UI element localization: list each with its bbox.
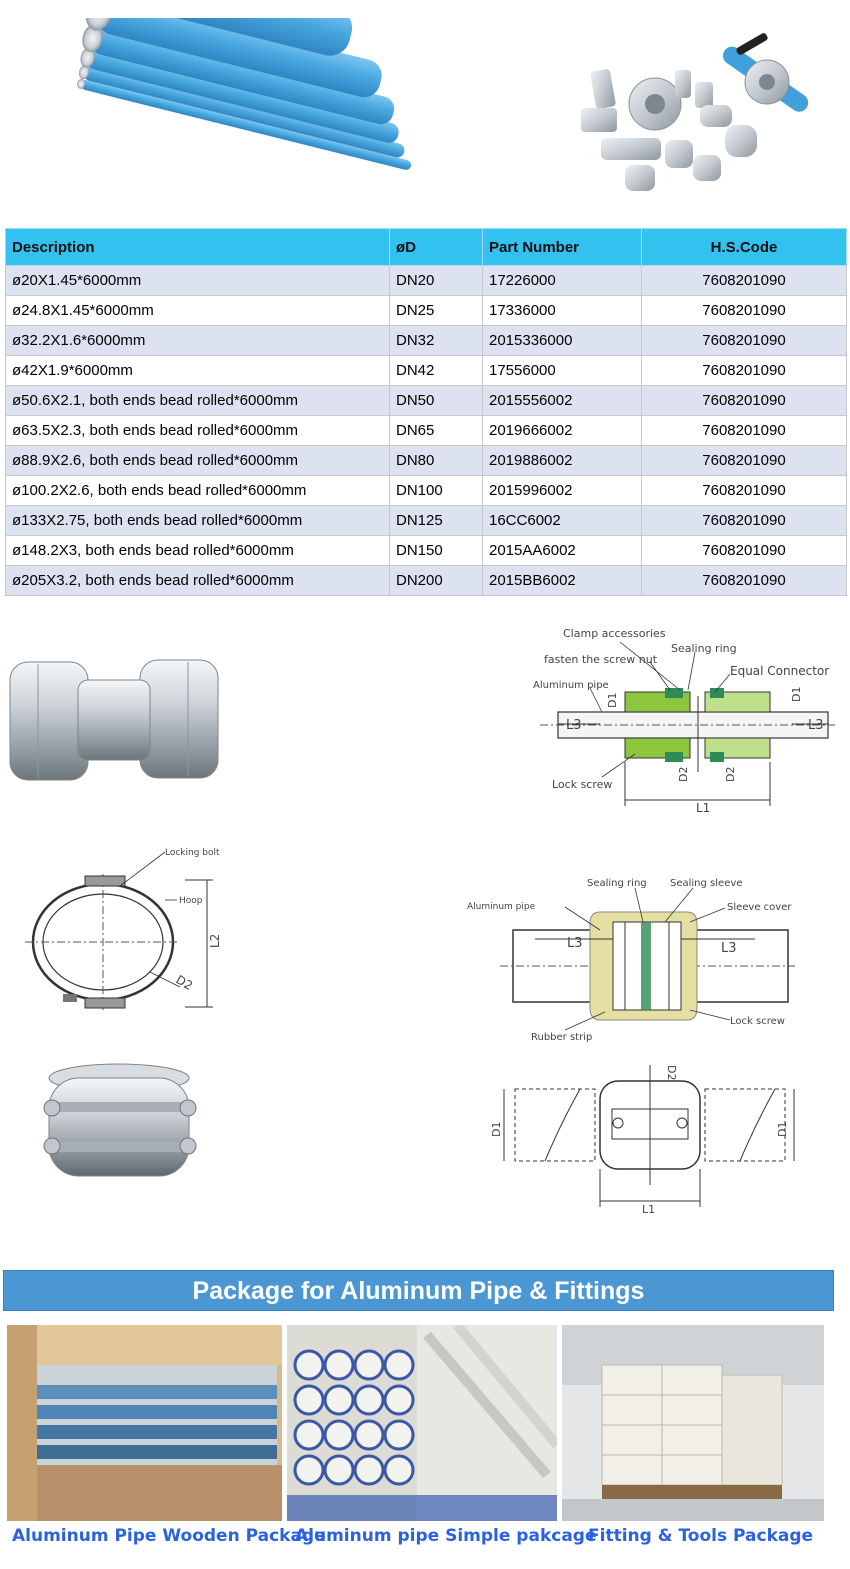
cell-description: ø20X1.45*6000mm: [6, 266, 390, 296]
label-d1-right: D1: [790, 686, 803, 702]
cell-part-number: 2019886002: [483, 446, 642, 476]
cell-description: ø148.2X3, both ends bead rolled*6000mm: [6, 536, 390, 566]
label-sealing-sleeve: Sealing sleeve: [670, 878, 743, 889]
label-hoop: Hoop: [179, 896, 203, 906]
table-row: [6, 296, 847, 326]
label-lock-screw: Lock screw: [730, 1016, 785, 1027]
cell-od: DN32: [390, 326, 483, 356]
cell-od: DN125: [390, 506, 483, 536]
cell-od: DN80: [390, 446, 483, 476]
cell-hs-code: 7608201090: [642, 296, 847, 326]
label-l3-right: L3: [808, 718, 824, 733]
col-header-od: øD: [390, 229, 483, 266]
cell-hs-code: 7608201090: [642, 446, 847, 476]
label-d2: D2: [173, 972, 196, 994]
col-header-hs-code: H.S.Code: [642, 229, 847, 266]
table-row: [6, 266, 847, 296]
label-d2-left: D2: [677, 766, 690, 782]
label-sealing-ring: Sealing ring: [587, 878, 647, 889]
label-fasten-screw-nut: fasten the screw nut: [544, 653, 658, 666]
table-row: [6, 566, 847, 596]
cell-hs-code: 7608201090: [642, 506, 847, 536]
cell-part-number: 17556000: [483, 356, 642, 386]
cell-od: DN50: [390, 386, 483, 416]
caption-fitting-package: Fitting & Tools Package: [588, 1526, 814, 1546]
label-l2: L2: [208, 933, 222, 948]
cell-description: ø133X2.75, both ends bead rolled*6000mm: [6, 506, 390, 536]
cell-part-number: 2015556002: [483, 386, 642, 416]
label-locking-bolt: Locking bolt: [165, 848, 220, 858]
cell-hs-code: 7608201090: [642, 266, 847, 296]
label-d1-left: D1: [606, 692, 619, 708]
label-aluminum-pipe: Aluminum pipe: [467, 902, 536, 912]
cell-od: DN200: [390, 566, 483, 596]
package-banner-title: Package for Aluminum Pipe & Fittings: [3, 1270, 834, 1311]
table-row: [6, 386, 847, 416]
cell-hs-code: 7608201090: [642, 356, 847, 386]
connector-section-diagram: [530, 622, 845, 814]
aluminum-fittings-photo: [575, 30, 820, 200]
table-row: [6, 416, 847, 446]
cell-description: ø24.8X1.45*6000mm: [6, 296, 390, 326]
cell-part-number: 2015996002: [483, 476, 642, 506]
label-l1: L1: [642, 1203, 656, 1215]
label-l3-left: L3: [566, 718, 582, 733]
caption-simple-package: Aluminum pipe Simple pakcage: [295, 1526, 597, 1546]
pipe-spec-table: [5, 228, 847, 596]
cell-hs-code: 7608201090: [642, 416, 847, 446]
cell-od: DN42: [390, 356, 483, 386]
wooden-package-photo: [7, 1325, 282, 1521]
label-sealing-ring: Sealing ring: [671, 642, 737, 655]
fitting-tools-package-photo: [562, 1325, 824, 1521]
table-row: [6, 356, 847, 386]
table-row: [6, 446, 847, 476]
table-row: [6, 506, 847, 536]
label-equal-connector: Equal Connector: [730, 664, 830, 678]
cell-description: ø100.2X2.6, both ends bead rolled*6000mm: [6, 476, 390, 506]
cell-od: DN150: [390, 536, 483, 566]
cell-od: DN25: [390, 296, 483, 326]
cell-description: ø42X1.9*6000mm: [6, 356, 390, 386]
simple-package-photo: [287, 1325, 557, 1521]
aluminum-pipes-photo: [40, 18, 440, 198]
cell-description: ø63.5X2.3, both ends bead rolled*6000mm: [6, 416, 390, 446]
label-lock-screw: Lock screw: [552, 778, 613, 791]
hoop-diagram: [25, 842, 225, 1017]
cell-hs-code: 7608201090: [642, 386, 847, 416]
sleeve-diagram: [465, 872, 800, 1047]
equal-connector-photo: [8, 652, 220, 787]
cell-part-number: 17226000: [483, 266, 642, 296]
col-header-part-number: Part Number: [483, 229, 642, 266]
col-header-description: Description: [6, 229, 390, 266]
table-row: [6, 326, 847, 356]
table-header-row: [6, 229, 847, 266]
label-l1: L1: [696, 801, 711, 814]
cell-part-number: 2015336000: [483, 326, 642, 356]
label-d2: D2: [665, 1065, 678, 1081]
cell-description: ø88.9X2.6, both ends bead rolled*6000mm: [6, 446, 390, 476]
label-clamp-accessories: Clamp accessories: [563, 627, 666, 640]
label-l3-right: L3: [721, 941, 737, 956]
label-d1-right: D1: [776, 1121, 789, 1137]
cell-part-number: 2015AA6002: [483, 536, 642, 566]
cell-description: ø205X3.2, both ends bead rolled*6000mm: [6, 566, 390, 596]
label-d2-right: D2: [724, 766, 737, 782]
label-l3-left: L3: [567, 936, 583, 951]
label-aluminum-pipe: Aluminum pipe: [533, 680, 609, 691]
cell-part-number: 2015BB6002: [483, 566, 642, 596]
cell-od: DN20: [390, 266, 483, 296]
cell-hs-code: 7608201090: [642, 326, 847, 356]
label-rubber-strip: Rubber strip: [531, 1032, 593, 1043]
table-row: [6, 536, 847, 566]
cell-description: ø32.2X1.6*6000mm: [6, 326, 390, 356]
cell-part-number: 16CC6002: [483, 506, 642, 536]
caption-wooden-package: Aluminum Pipe Wooden Package: [12, 1526, 326, 1546]
cell-part-number: 2019666002: [483, 416, 642, 446]
cell-hs-code: 7608201090: [642, 536, 847, 566]
cell-od: DN65: [390, 416, 483, 446]
label-d1-left: D1: [490, 1121, 503, 1137]
clamp-dimension-diagram: [490, 1045, 800, 1215]
cell-hs-code: 7608201090: [642, 476, 847, 506]
cell-description: ø50.6X2.1, both ends bead rolled*6000mm: [6, 386, 390, 416]
label-sleeve-cover: Sleeve cover: [727, 902, 792, 913]
table-row: [6, 476, 847, 506]
cell-hs-code: 7608201090: [642, 566, 847, 596]
clamp-coupling-photo: [38, 1062, 200, 1192]
cell-part-number: 17336000: [483, 296, 642, 326]
cell-od: DN100: [390, 476, 483, 506]
